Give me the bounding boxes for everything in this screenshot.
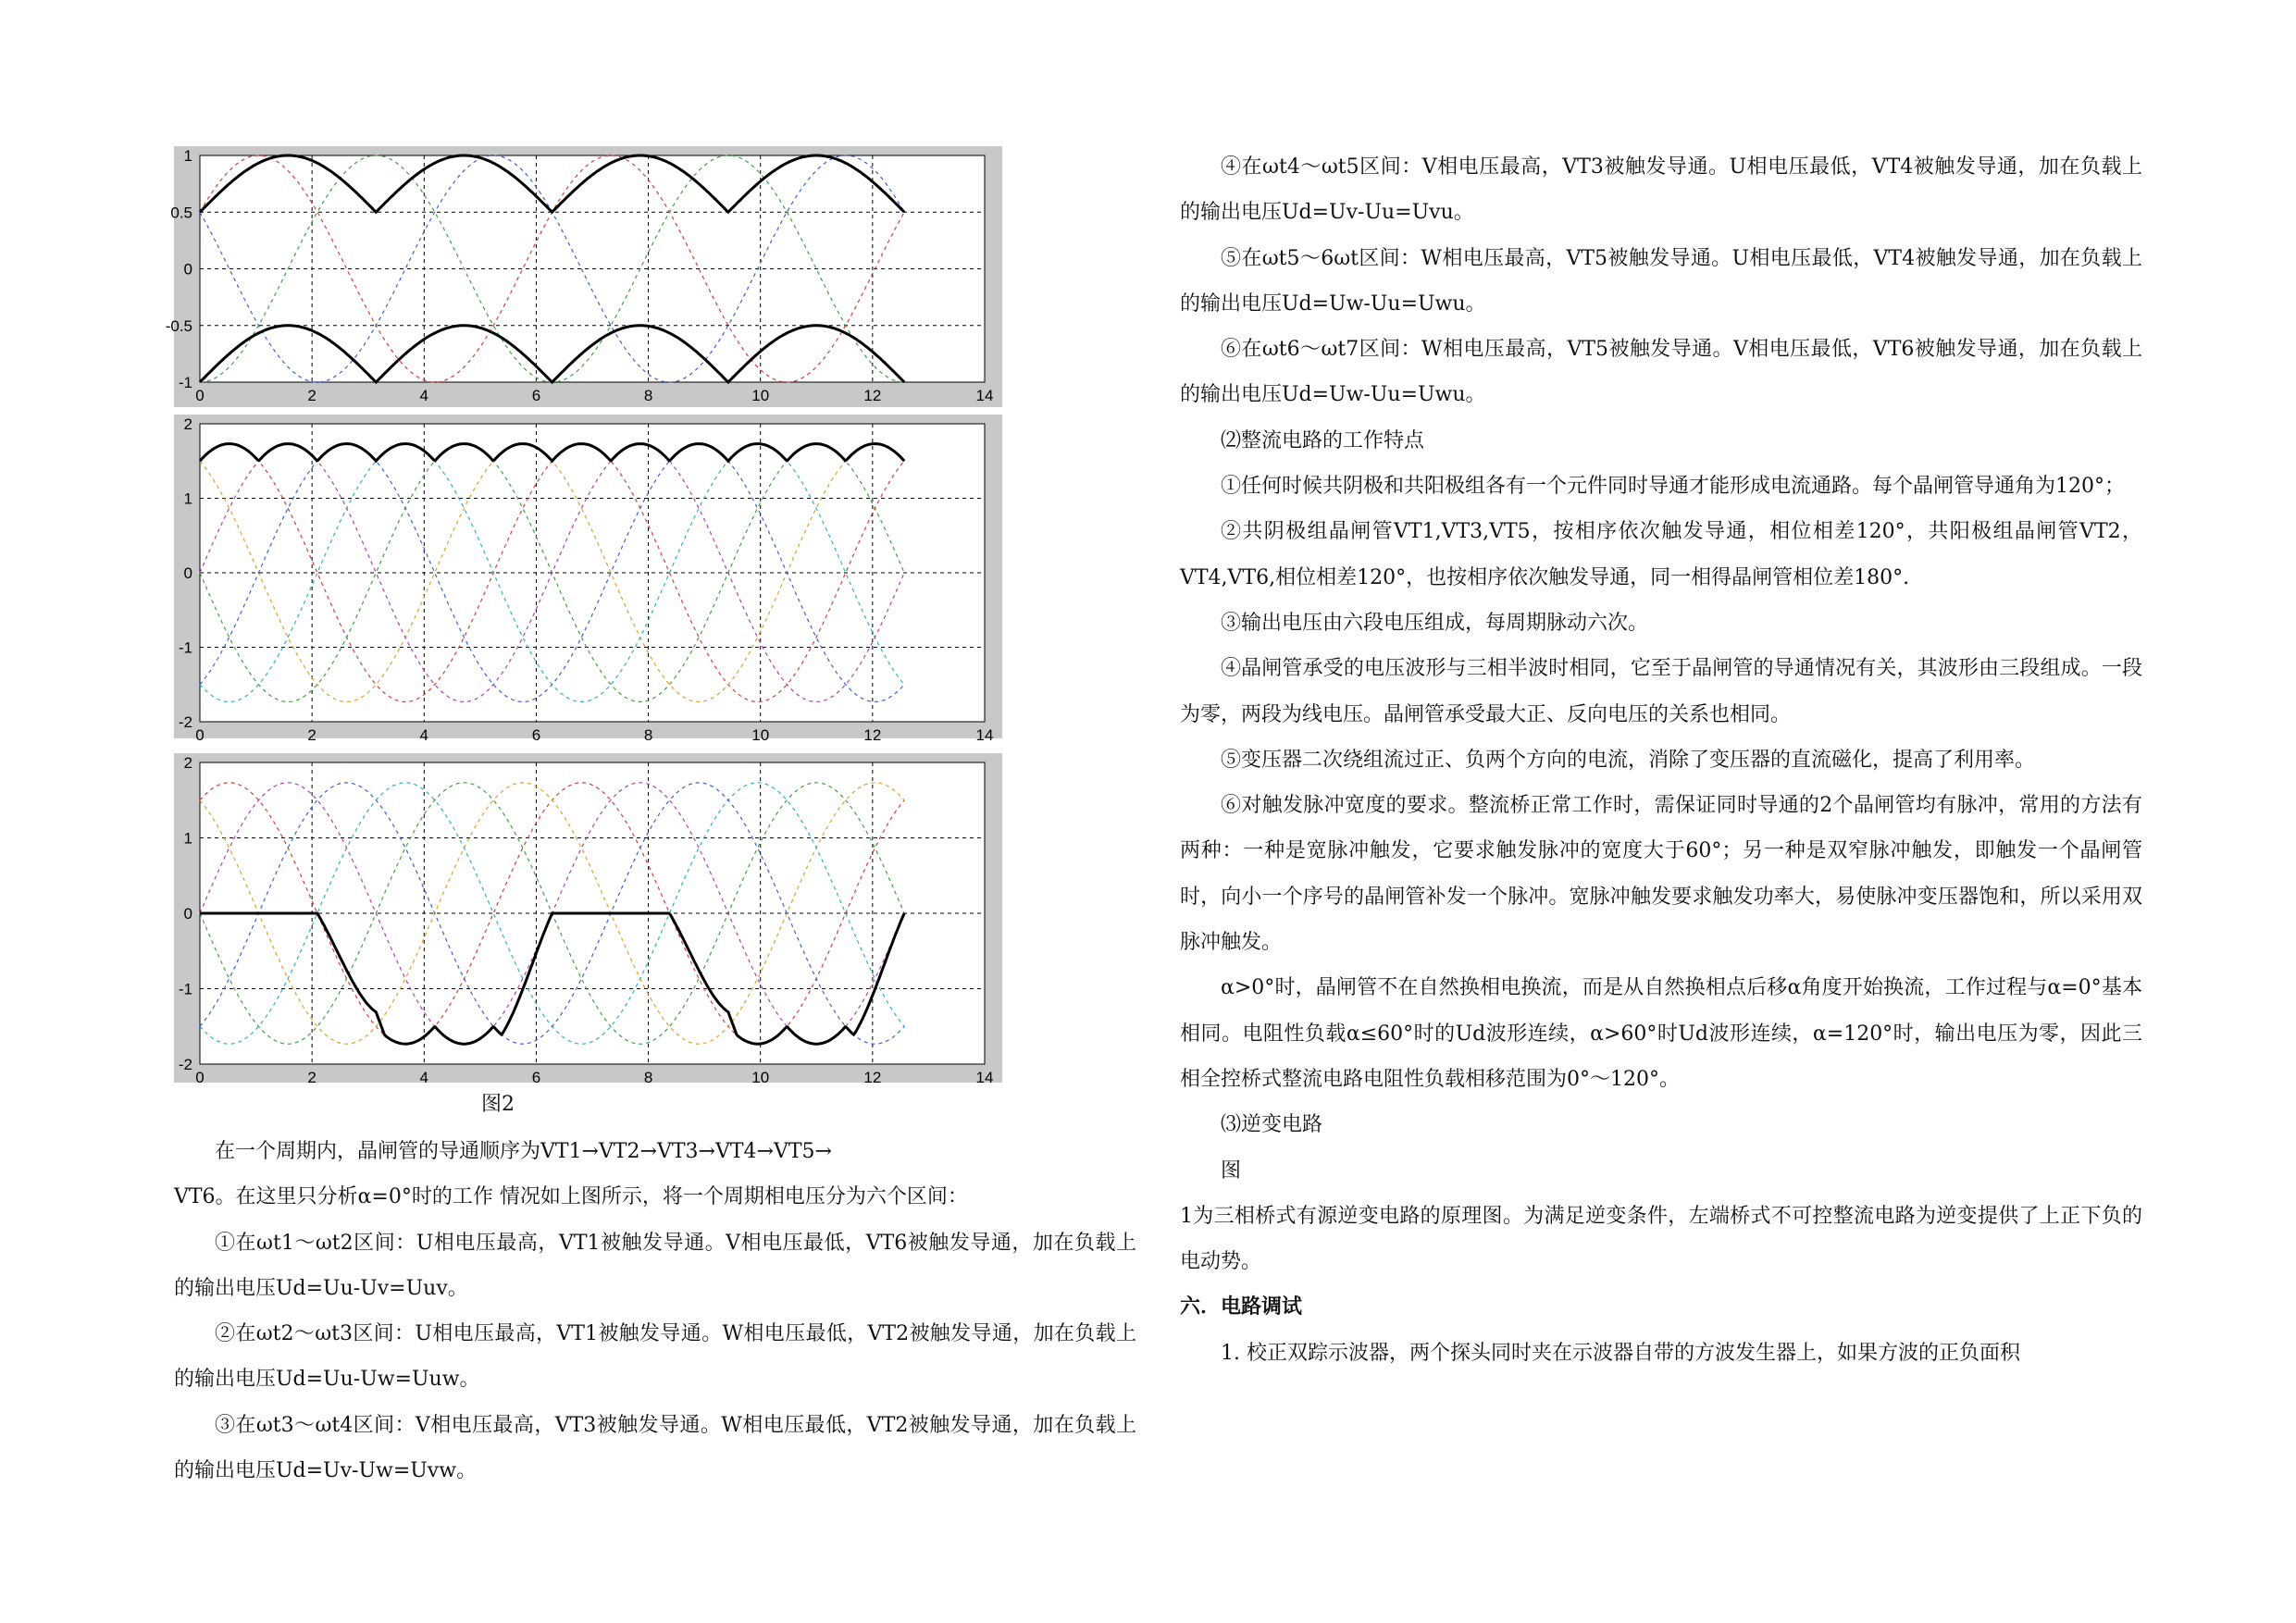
y-tick-label: -1 [178,374,192,391]
y-tick-label: 0.5 [170,204,192,222]
x-tick-label: 0 [195,387,205,404]
x-tick-label: 4 [419,1069,429,1086]
plot-line-voltage-rectified [174,415,1002,744]
paragraph-feature-4: ④晶闸管承受的电压波形与三相半波时相同，它至于晶闸管的导通情况有关，其波形由三段组成。一段为零，两段为线电压。晶闸管承受最大正、反向电压的关系也相同。 [1180,657,2142,726]
x-tick-label: 0 [195,726,205,744]
x-tick-label: 4 [419,726,429,744]
plot-0-svg [165,146,1002,407]
paragraph-interval-1: ①在ωt1～ωt2区间：U相电压最高，VT1被触发导通。V相电压最低，VT6被触发导通，加在负载上的输出电压Ud=Uu-Uv=Uuv。 [174,1231,1136,1300]
section-heading-debug: 六．电路调试 [1180,1295,1303,1319]
y-tick-label: -2 [178,1056,192,1073]
waveform-figure [165,146,1002,1086]
x-tick-label: 2 [307,387,316,404]
right-column [1180,144,2142,1376]
x-tick-label: 10 [751,726,770,744]
x-tick-label: 10 [751,387,770,404]
y-tick-label: 2 [183,754,192,772]
x-tick-label: 14 [975,387,994,404]
x-tick-label: 6 [531,387,541,404]
plot-1-svg [174,415,1002,744]
paragraph-interval-6: ⑥在ωt6～ωt7区间：W相电压最高，VT5被触发导通。V相电压最低，VT6被触发导通，加在负载上的输出电压Ud=Uw-Uu=Uwu。 [1180,338,2142,407]
paragraph-feature-1: ①任何时候共阴极和共阳极组各有一个元件同时导通才能形成电流通路。每个晶闸管导通角为120°； [1221,475,2125,499]
x-tick-label: 6 [531,726,541,744]
paragraph-inverter-desc: 1为三相桥式有源逆变电路的原理图。为满足逆变条件，左端桥式不可控整流电路为逆变提供了上正下负的电动势。 [1180,1204,2142,1274]
x-tick-label: 12 [863,1069,882,1086]
y-tick-label: -1 [178,980,192,998]
x-tick-label: 6 [531,1069,541,1086]
x-tick-label: 8 [643,1069,653,1086]
paragraph-feature-6: ⑥对触发脉冲宽度的要求。整流桥正常工作时，需保证同时导通的2个晶闸管均有脉冲，常用的方法有两种：一种是宽脉冲触发，它要求触发脉冲的宽度大于60°；另一种是双窄脉冲触发，即触发一个晶闸管时，向小一个序号的晶闸管补发一个脉冲。宽脉冲触发要求触发功率大，易使脉冲变压器饱和，所以采用双脉冲触发。 [1180,794,2142,955]
paragraph-conduction-order-a: 在一个周期内，晶闸管的导通顺序为VT1→VT2→VT3→VT4→VT5→ [215,1140,832,1163]
x-tick-label: 10 [751,1069,770,1086]
paragraph-interval-5: ⑤在ωt5～6ωt区间：W相电压最高，VT5被触发导通。U相电压最低，VT4被触发导通，加在负载上的输出电压Ud=Uw-Uu=Uwu。 [1180,246,2142,316]
plot-phase-voltage [165,146,1002,407]
x-tick-label: 14 [975,1069,994,1086]
y-tick-label: 1 [183,147,192,165]
y-tick-label: 1 [183,489,192,508]
y-tick-label: 1 [183,829,192,848]
paragraph-debug-1: 1. 校正双踪示波器，两个探头同时夹在示波器自带的方波发生器上，如果方波的正负面积 [1221,1341,2020,1365]
x-tick-label: 12 [863,387,882,404]
x-tick-label: 14 [975,726,994,744]
plot-2-svg [174,753,1002,1086]
paragraph-feature-3: ③输出电压由六段电压组成，每周期脉动六次。 [1221,611,1649,635]
x-tick-label: 2 [307,1069,316,1086]
y-tick-label: -0.5 [165,316,192,335]
left-column [174,1129,1136,1493]
y-tick-label: 2 [183,415,192,433]
paragraph-figure-ref: 图 [1221,1158,1242,1183]
y-tick-label: 0 [183,260,192,279]
paragraph-alpha: α>0°时，晶闸管不在自然换相电换流，而是从自然换相点后移α角度开始换流，工作过程与α=0°基本相同。电阻性负载α≤60°时的Ud波形连续，α>60°时Ud波形连续，α=120°时，输出电压为零，因此三相全控桥式整流电路电阻性负载相移范围为0°～120°。 [1180,976,2142,1091]
y-tick-label: 0 [183,564,192,582]
y-tick-label: -2 [178,713,192,731]
paragraph-feature-2: ②共阴极组晶闸管VT1,VT3,VT5，按相序依次触发导通，相位相差120°，共阳极组晶闸管VT2，VT4,VT6,相位相差120°，也按相序依次触发导通，同一相得晶闸管相位差180°. [1180,520,2142,589]
y-tick-label: -1 [178,638,192,657]
y-tick-label: 0 [183,905,192,923]
paragraph-conduction-order-b: VT6。在这里只分析α=0°时的工作 情况如上图所示，将一个周期相电压分为六个区间： [174,1185,968,1209]
x-tick-label: 8 [643,387,653,404]
x-tick-label: 8 [643,726,653,744]
x-tick-label: 12 [863,726,882,744]
subheading-inverter: ⑶逆变电路 [1221,1113,1323,1137]
figure-caption: 图2 [481,1093,515,1116]
paragraph-interval-2: ②在ωt2～ωt3区间：U相电压最高，VT1被触发导通。W相电压最低，VT2被触发导通，加在负载上的输出电压Ud=Uu-Uw=Uuw。 [174,1322,1136,1392]
subheading-features: ⑵整流电路的工作特点 [1221,428,1425,452]
paragraph-interval-3: ③在ωt3～ωt4区间：V相电压最高，VT3被触发导通。W相电压最低，VT2被触发导通，加在负载上的输出电压Ud=Uv-Uw=Uvw。 [174,1413,1136,1483]
x-tick-label: 0 [195,1069,205,1086]
paragraph-interval-4: ④在ωt4～ωt5区间：V相电压最高，VT3被触发导通。U相电压最低，VT4被触发导通，加在负载上的输出电压Ud=Uv-Uu=Uvu。 [1180,155,2142,225]
x-tick-label: 2 [307,726,316,744]
plot-line-voltage-alpha [174,753,1002,1086]
paragraph-feature-5: ⑤变压器二次绕组流过正、负两个方向的电流，消除了变压器的直流磁化，提高了利用率。 [1221,748,2036,772]
x-tick-label: 4 [419,387,429,404]
